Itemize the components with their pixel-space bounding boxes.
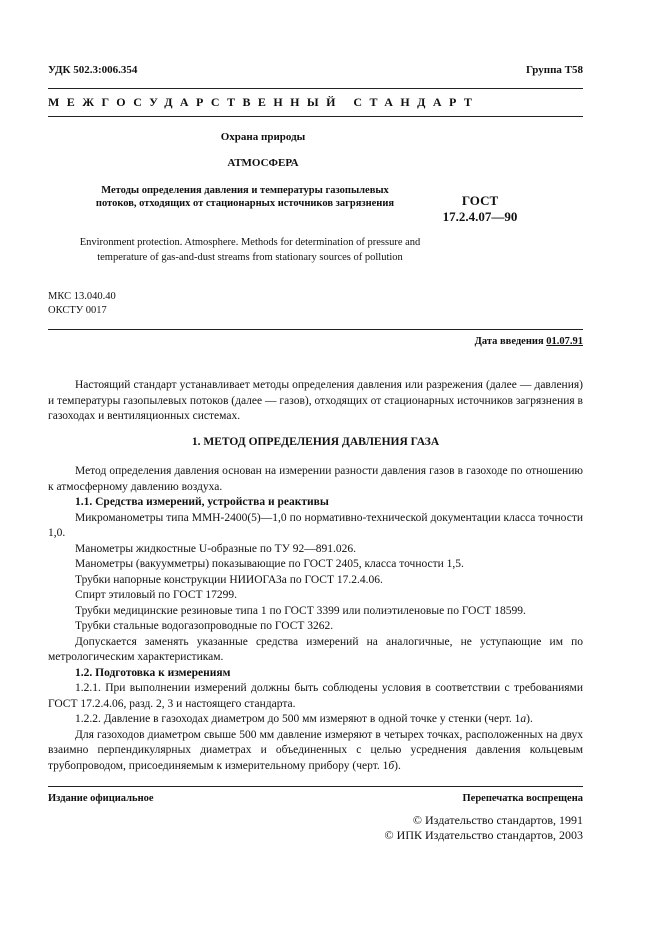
okstu-code: ОКСТУ 0017	[48, 305, 107, 316]
header-rule-top	[48, 88, 583, 89]
figure-ref-a: а	[520, 713, 527, 725]
gost-designation	[415, 193, 545, 225]
udk-code: УДК 502.3:006.354	[48, 64, 138, 76]
standard-banner: МЕЖГОСУДАРСТВЕННЫЙ СТАНДАРТ	[48, 95, 480, 109]
section-1-body	[48, 464, 583, 774]
header-rule-bottom	[48, 116, 583, 117]
paragraph: Микроманометры типа ММН-2400(5)—1,0 по нормативно-технической документации класса точности 1,0.	[48, 511, 583, 539]
section-1-heading: 1. МЕТОД ОПРЕДЕЛЕНИЯ ДАВЛЕНИЯ ГАЗА	[191, 436, 440, 448]
official-edition-label: Издание официальное	[48, 793, 154, 804]
paragraph: Манометры (вакуумметры) показывающие по ГОСТ 2405, класса точности 1,5.	[75, 558, 464, 570]
intro-text: Настоящий стандарт устанавливает методы определения давления или разрежения (далее — давления) и температуры газопылевых потоков (далее — газов), отходящих от стационарных источников загрязнения в газоходах и вентиляционных системах.	[48, 379, 583, 422]
paragraph: Допускается заменять указанные средства измерений на аналогичные, не уступающие им по метрологическим характеристикам.	[48, 635, 583, 663]
introduction-date-value: 01.07.91	[546, 336, 583, 347]
group-code: Группа Т58	[525, 64, 583, 76]
intro-paragraph	[48, 378, 583, 425]
footer-rule	[48, 786, 583, 787]
copyright-2003: © ИПК Издательство стандартов, 2003	[384, 828, 583, 842]
paragraph: Трубки стальные водогазопроводные по ГОСТ 3262.	[75, 620, 334, 632]
paragraph	[48, 712, 583, 728]
paragraph	[48, 728, 583, 775]
introduction-date-label: Дата введения	[474, 336, 544, 347]
copyright-1991: © Издательство стандартов, 1991	[412, 813, 583, 827]
paragraph: Спирт этиловый по ГОСТ 17299.	[75, 589, 238, 601]
paragraph: Метод определения давления основан на измерении разности давления газов в газоходе по отношению к атмосферному давлению воздуха.	[48, 465, 583, 493]
paragraph-text-end: ).	[394, 759, 401, 772]
date-rule	[48, 329, 583, 330]
mks-code: МКС 13.040.40	[48, 291, 116, 302]
subsection-1-1-heading: 1.1. Средства измерений, устройства и реактивы	[75, 496, 329, 508]
figure-ref-b: б	[388, 759, 395, 772]
paragraph-text: 1.2.2. Давление в газоходах диаметром до 500 мм измеряют в одной точке у стенки (черт. 1	[75, 713, 521, 725]
gost-number: 17.2.4.07—90	[442, 209, 518, 224]
gost-label: ГОСТ	[461, 193, 499, 208]
classification-codes	[48, 290, 116, 318]
title-line-3: Методы определения давления и температуры газопылевых потоков, отходящих от стационарных источников загрязнения	[95, 185, 395, 209]
reprint-prohibited-label: Перепечатка воспрещена	[462, 793, 583, 804]
paragraph: Манометры жидкостные U-образные по ТУ 92—891.026.	[75, 542, 356, 555]
paragraph-text: Для газоходов диаметром свыше 500 мм давление измеряют в четырех точках, расположенных на двух взаимно перпендикулярных диаметрах и объединенных с целью усреднения давления кольцевым трубопроводом, присоединяемым к измерительному прибору (черт. 1	[48, 728, 583, 772]
subsection-1-2-heading: 1.2. Подготовка к измерениям	[75, 666, 231, 679]
paragraph: Трубки медицинские резиновые типа 1 по ГОСТ 3399 или полиэтиленовые по ГОСТ 18599.	[75, 604, 526, 617]
paragraph: Трубки напорные конструкции НИИОГАЗа по ГОСТ 17.2.4.06.	[75, 573, 383, 586]
english-title: Environment protection. Atmosphere. Methods for determination of pressure and temperature of gas-and-dust streams from stationary sources of pollution	[79, 237, 421, 263]
title-line-1: Охрана природы	[220, 131, 306, 143]
introduction-date	[475, 336, 583, 347]
paragraph: 1.2.1. При выполнении измерений должны быть соблюдены условия в соответствии с требованиями ГОСТ 17.2.4.06, разд. 2, 3 и настоящего стандарта.	[48, 682, 583, 710]
paragraph-text-end: ).	[526, 713, 533, 725]
title-line-2: АТМОСФЕРА	[227, 157, 299, 169]
